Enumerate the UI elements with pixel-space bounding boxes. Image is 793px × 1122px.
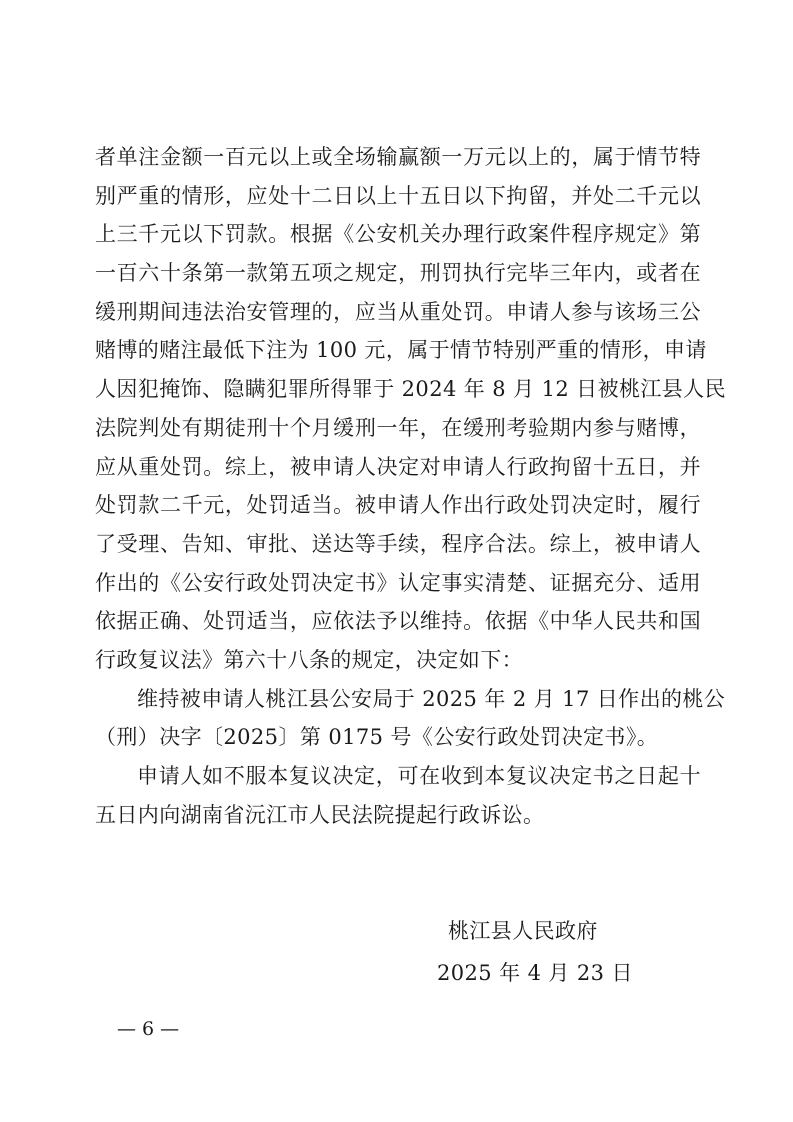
text-line: 行政复议法》第六十八条的规定，决定如下： [95,647,523,672]
text-line: 缓刑期间违法治安管理的，应当从重处罚。申请人参与该场三公 [95,299,701,324]
text-line: 别严重的情形，应处十二日以上十五日以下拘留，并处二千元以 [95,183,701,208]
text-line: 处罚款二千元，处罚适当。被申请人作出行政处罚决定时，履行 [95,493,701,518]
text-line: 赌博的赌注最低下注为 100 元，属于情节特别严重的情形，申请 [95,338,707,363]
text-line: 五日内向湖南省沅江市人民法院提起行政诉讼。 [95,802,545,827]
document-body [95,138,726,834]
text-line: 人因犯掩饰、隐瞒犯罪所得罪于 2024 年 8 月 12 日被桃江县人民 [95,377,726,402]
text-line: 一百六十条第一款第五项之规定，刑罚执行完毕三年内，或者在 [95,261,701,286]
text-line: （刑）决字〔2025〕第 0175 号《公安行政处罚决定书》。 [95,725,659,750]
paragraph-appeal-notice [95,757,701,834]
text-line: 法院判处有期徒刑十个月缓刑一年，在缓刑考验期内参与赌博， [95,415,701,440]
text-line: 申请人如不服本复议决定，可在收到本复议决定书之日起十 [137,764,701,788]
text-line: 了受理、告知、审批、送达等手续，程序合法。综上，被申请人 [95,531,701,556]
page-number: — 6 — [117,1018,180,1040]
paragraph-decision [95,680,726,757]
text-line: 作出的《公安行政处罚决定书》认定事实清楚、证据充分、适用 [95,570,701,595]
issuing-organization: 桃江县人民政府 [448,919,598,943]
text-line: 应从重处罚。综上，被申请人决定对申请人行政拘留十五日，并 [95,454,701,479]
text-line: 上三千元以下罚款。根据《公安机关办理行政案件程序规定》第 [95,222,701,247]
text-line: 者单注金额一百元以上或全场输赢额一万元以上的，属于情节特 [95,145,701,169]
text-line: 依据正确、处罚适当，应依法予以维持。依据《中华人民共和国 [95,609,701,634]
issue-date: 2025 年 4 月 23 日 [437,961,633,985]
text-line: 维持被申请人桃江县公安局于 2025 年 2 月 17 日作出的桃公 [137,686,726,711]
paragraph-reasoning [95,138,726,680]
